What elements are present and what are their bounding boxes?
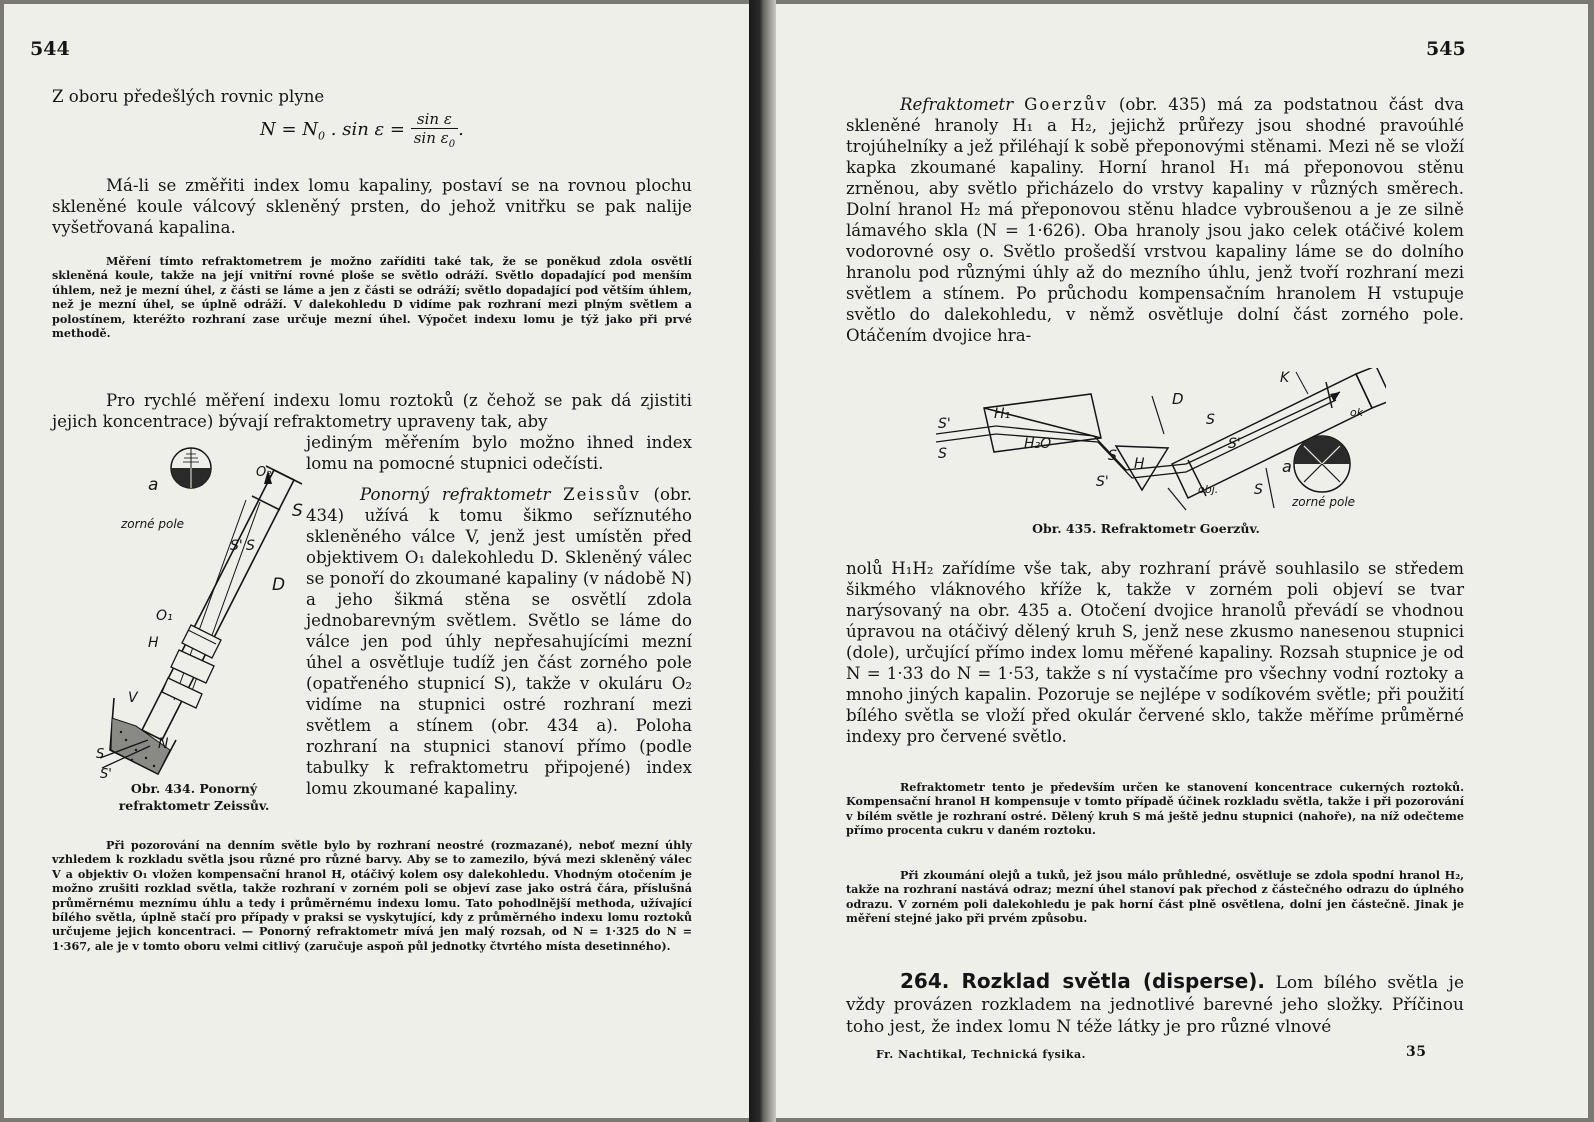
figure-435 <box>936 368 1386 518</box>
instrument-maker: Zeissův <box>563 485 641 504</box>
left-page <box>4 4 749 1118</box>
instrument-title: Ponorný refraktometr <box>360 485 551 504</box>
paragraph-1-body: (obr. 435) má za podstatnou část dva skleněné hranoly H₁ a H₂, jejichž průřezy jsou shodné pravoúhlé trojúhelníky a jež přiléhají k sobě přeponovými stěnami. Mezi ně se vloží kapka zkoumané kapaliny. Horní hranol H₁ má přeponovou stěnu zrněnou, aby světlo přicházelo do vrstvy kapaliny v různých směrech. Dolní hranol H₂ má přeponovou stěnu hladce vybroušenou a je ze silně lámavého skla (N = 1·626). Oba hranoly jsou jako celek otáčivé kolem vodorovné osy o. Světlo prošedší vrstvou kapaliny láme se do dolního hranolu pod různými úhly až do mezního úhlu, jenž tvoří rozhraní mezi světlem a stínem. Po průchodu kompensačním hranolem H vstupuje světlo do dalekohledu, v němž osvětluje dolní část zorného pole. Otáčením dvojice hra- <box>846 95 1465 345</box>
svg-text:S': S' <box>1228 436 1241 452</box>
fig434-label-o1: O₁ <box>156 608 173 624</box>
fig435-label-zorne-pole: zorné pole <box>1292 495 1356 509</box>
svg-text:S: S <box>246 538 255 554</box>
fig435-label-k: K <box>1280 370 1290 386</box>
paragraph-3-body: (obr. 434) užívá k tomu šikmo seříznutého skleněného válce V, jenž jest umístěn před objektivem O₁ dalekohledu D. Skleněný válec se ponoří do zkoumané kapaliny (v nádobě N) a jeho šikmá stěna se osvětlí zdola jednobarevným světlem. Světlo se láme do válce jen pod úhly nepřesahujícími mezní úhel a osvětluje tudíž jen část zorného pole (opatřeného stupnicí S), takže v okuláru O₂ vidíme na stupnici ostré rozhraní mezi světlem a stínem (obr. 434 a). Poloha rozhraní na stupnici stanoví přímo (podle tabulky k refraktometru připojené) index lomu zkoumané kapaliny. <box>306 485 692 798</box>
fig434-label-a: a <box>148 475 159 495</box>
fig435-label-s-prime: S' <box>938 416 951 432</box>
svg-text:S': S' <box>100 767 112 780</box>
right-page <box>776 4 1588 1118</box>
fig435-label-a: a <box>1282 457 1292 476</box>
book-gutter <box>749 0 776 1122</box>
fig435-label-ok: ok <box>1350 406 1364 419</box>
page-number: 544 <box>30 38 70 60</box>
instrument-maker: Goerzův <box>1024 95 1108 114</box>
fig434-label-h: H <box>148 635 159 651</box>
paragraph-1 <box>846 94 1464 346</box>
svg-text:S': S' <box>1096 474 1109 490</box>
fig435-label-s: S <box>938 446 947 462</box>
svg-text:S: S <box>1206 412 1215 428</box>
fig435-label-h2o: H₂O <box>1024 436 1052 452</box>
instrument-title: Refraktometr <box>900 95 1014 114</box>
figure-434-caption: Obr. 434. Ponorný refraktometr Zeissův. <box>118 781 270 813</box>
small-paragraph-1: Refraktometr tento je především určen ke stanovení koncentrace cukerných roztoků. Kompensační hranol H kompensuje v tomto případě účinek rozkladu světla, takže i při pozorování v bílém světle je rozhraní ostré. Dělený kruh S má ještě jednu stupnici (nahoře), na níž odečteme přímo procenta cukru v daném roztoku. <box>846 780 1464 838</box>
fig434-label-s-prime: S' <box>230 538 243 554</box>
figure-434 <box>96 440 306 780</box>
paragraph-2: nolů H₁H₂ zařídíme vše tak, aby rozhraní právě souhlasilo se středem šikmého vláknového kříže k, takže v zorném poli objeví se tvar narýsovaný na obr. 435 a. Otočení dvojice hranolů převádí se vhodnou úpravou na otáčivý dělený kruh S, jenž nese zkusmo nanesenou stupnici (dole), určující přímo index lomu měřené kapaliny. Rozsah stupnice je od N = 1·33 do N = 1·53, takže s ní vystačíme pro všechny vodní roztoky a mnoho jiných kapalin. Pozoruje se nejlépe v sodíkovém světle; při použití bílého světla se vloží před okulár červené sklo, takže měříme průměrné indexy pro červené světlo. <box>846 559 1464 746</box>
svg-text:S: S <box>96 747 105 762</box>
footer-author: Fr. Nachtikal, Technická fysika. <box>876 1048 1086 1061</box>
fig434-label-v: V <box>128 690 138 706</box>
fig434-label-o2: O₂ <box>256 465 272 480</box>
svg-text:S: S <box>1108 448 1117 464</box>
fig435-label-obj: obj. <box>1198 483 1219 496</box>
paragraph-2-cont: jediným měřením bylo možno ihned index lomu na pomocné stupnici odečísti. <box>306 433 692 473</box>
small-paragraph-2: Při zkoumání olejů a tuků, jež jsou málo průhledné, osvětluje se zdola spodní hranol H₂, takže na rozhraní nastává odraz; mezní úhel stanoví pak přechod z částečného odrazu do úplného odrazu. V zorném poli dalekohledu je pak horní část plně osvětlena, dolní jen částečně. Jinak je měření stejné jako při prvém způsobu. <box>846 868 1464 926</box>
fig434-label-d: D <box>272 575 286 595</box>
paragraph-2: Pro rychlé měření indexu lomu roztoků (z čehož se pak dá zjistiti jejich koncentrace) bývají refraktometry upraveny tak, aby <box>52 391 692 431</box>
intro-line: Z oboru předešlých rovnic plyne <box>52 87 325 106</box>
fig435-label-h: H <box>1134 456 1145 472</box>
fig434-label-zorne-pole: zorné pole <box>121 517 185 531</box>
fig435-label-d: D <box>1172 390 1184 408</box>
section-264 <box>846 970 1464 1038</box>
paragraph-3 <box>306 484 692 799</box>
fig434-label-s: S <box>292 501 303 521</box>
figure-435-caption: Obr. 435. Refraktometr Goerzův. <box>1032 521 1260 536</box>
footer-signature: 35 <box>1406 1044 1427 1060</box>
formula: $N = N_0$ . sin ε = $\frac{\text{sin ε}}{\sin \varepsilon_0}$ . <box>260 110 464 150</box>
page-number: 545 <box>1426 38 1466 60</box>
fig434-label-n: N <box>158 736 169 752</box>
paragraph-1: Má-li se změřiti index lomu kapaliny, postaví se na rovnou plochu skleněné koule válcový skleněný prsten, do jehož vnitřku se pak nalije vyšetřovaná kapalina. <box>52 176 692 237</box>
small-paragraph-1: Měření tímto refraktometrem je možno zaříditi také tak, že se poněkud zdola osvětlí skleněná koule, takže na její vnitřní rovné ploše se světlo odráží. Světlo dopadající pod menším úhlem, než je mezní úhel, z části se láme a jen z části se odráží; světlo dopadající pod větším úhlem, než je mezní úhel, se úplně odráží. V dalekohledu D vidíme pak rozhraní mezi plným světlem a polostínem, kteréžto rozhraní zase určuje mezní úhel. Výpočet indexu lomu je týž jako při prvé methodě. <box>52 254 692 341</box>
section-heading: 264. Rozklad světla (disperse). <box>900 969 1266 993</box>
fig435-label-h1: H₁ <box>994 406 1011 422</box>
section-text: Lom bílého světla je vždy provázen rozkladem na jednotlivé barevné jeho složky. Příčinou toho jest, že index lomu N téže látky je pro různé vlnové <box>846 973 1465 1037</box>
small-paragraph-2: Při pozorování na denním světle bylo by rozhraní neostré (rozmazané), neboť mezní úhly vzhledem k rozkladu světla jsou různé pro různé barvy. Aby se to zamezilo, bývá mezi skleněný válec V a objektiv O₁ vložen kompensační hranol H, otáčivý kolem osy dalekohledu. Vhodným otočením je možno zrušiti rozklad světla, takže rozhraní v zorném poli se objeví zase jako ostrá čára, příslušná průměrnému meznímu úhlu a tedy i průměrnému indexu lomu. Tato pohodlnější methoda, užívající bílého světla, úplně stačí pro případy v praksi se vyskytující, kdy z průměrného indexu lomu roztoků určujeme jejich koncentraci. — Ponorný refraktometr mívá jen malý rozsah, od N = 1·325 do N = 1·367, ale je v tomto oboru velmi citlivý (zaručuje aspoň půl jednotky čtvrtého místa desetinného). <box>52 838 692 953</box>
svg-text:S: S <box>1254 482 1263 498</box>
